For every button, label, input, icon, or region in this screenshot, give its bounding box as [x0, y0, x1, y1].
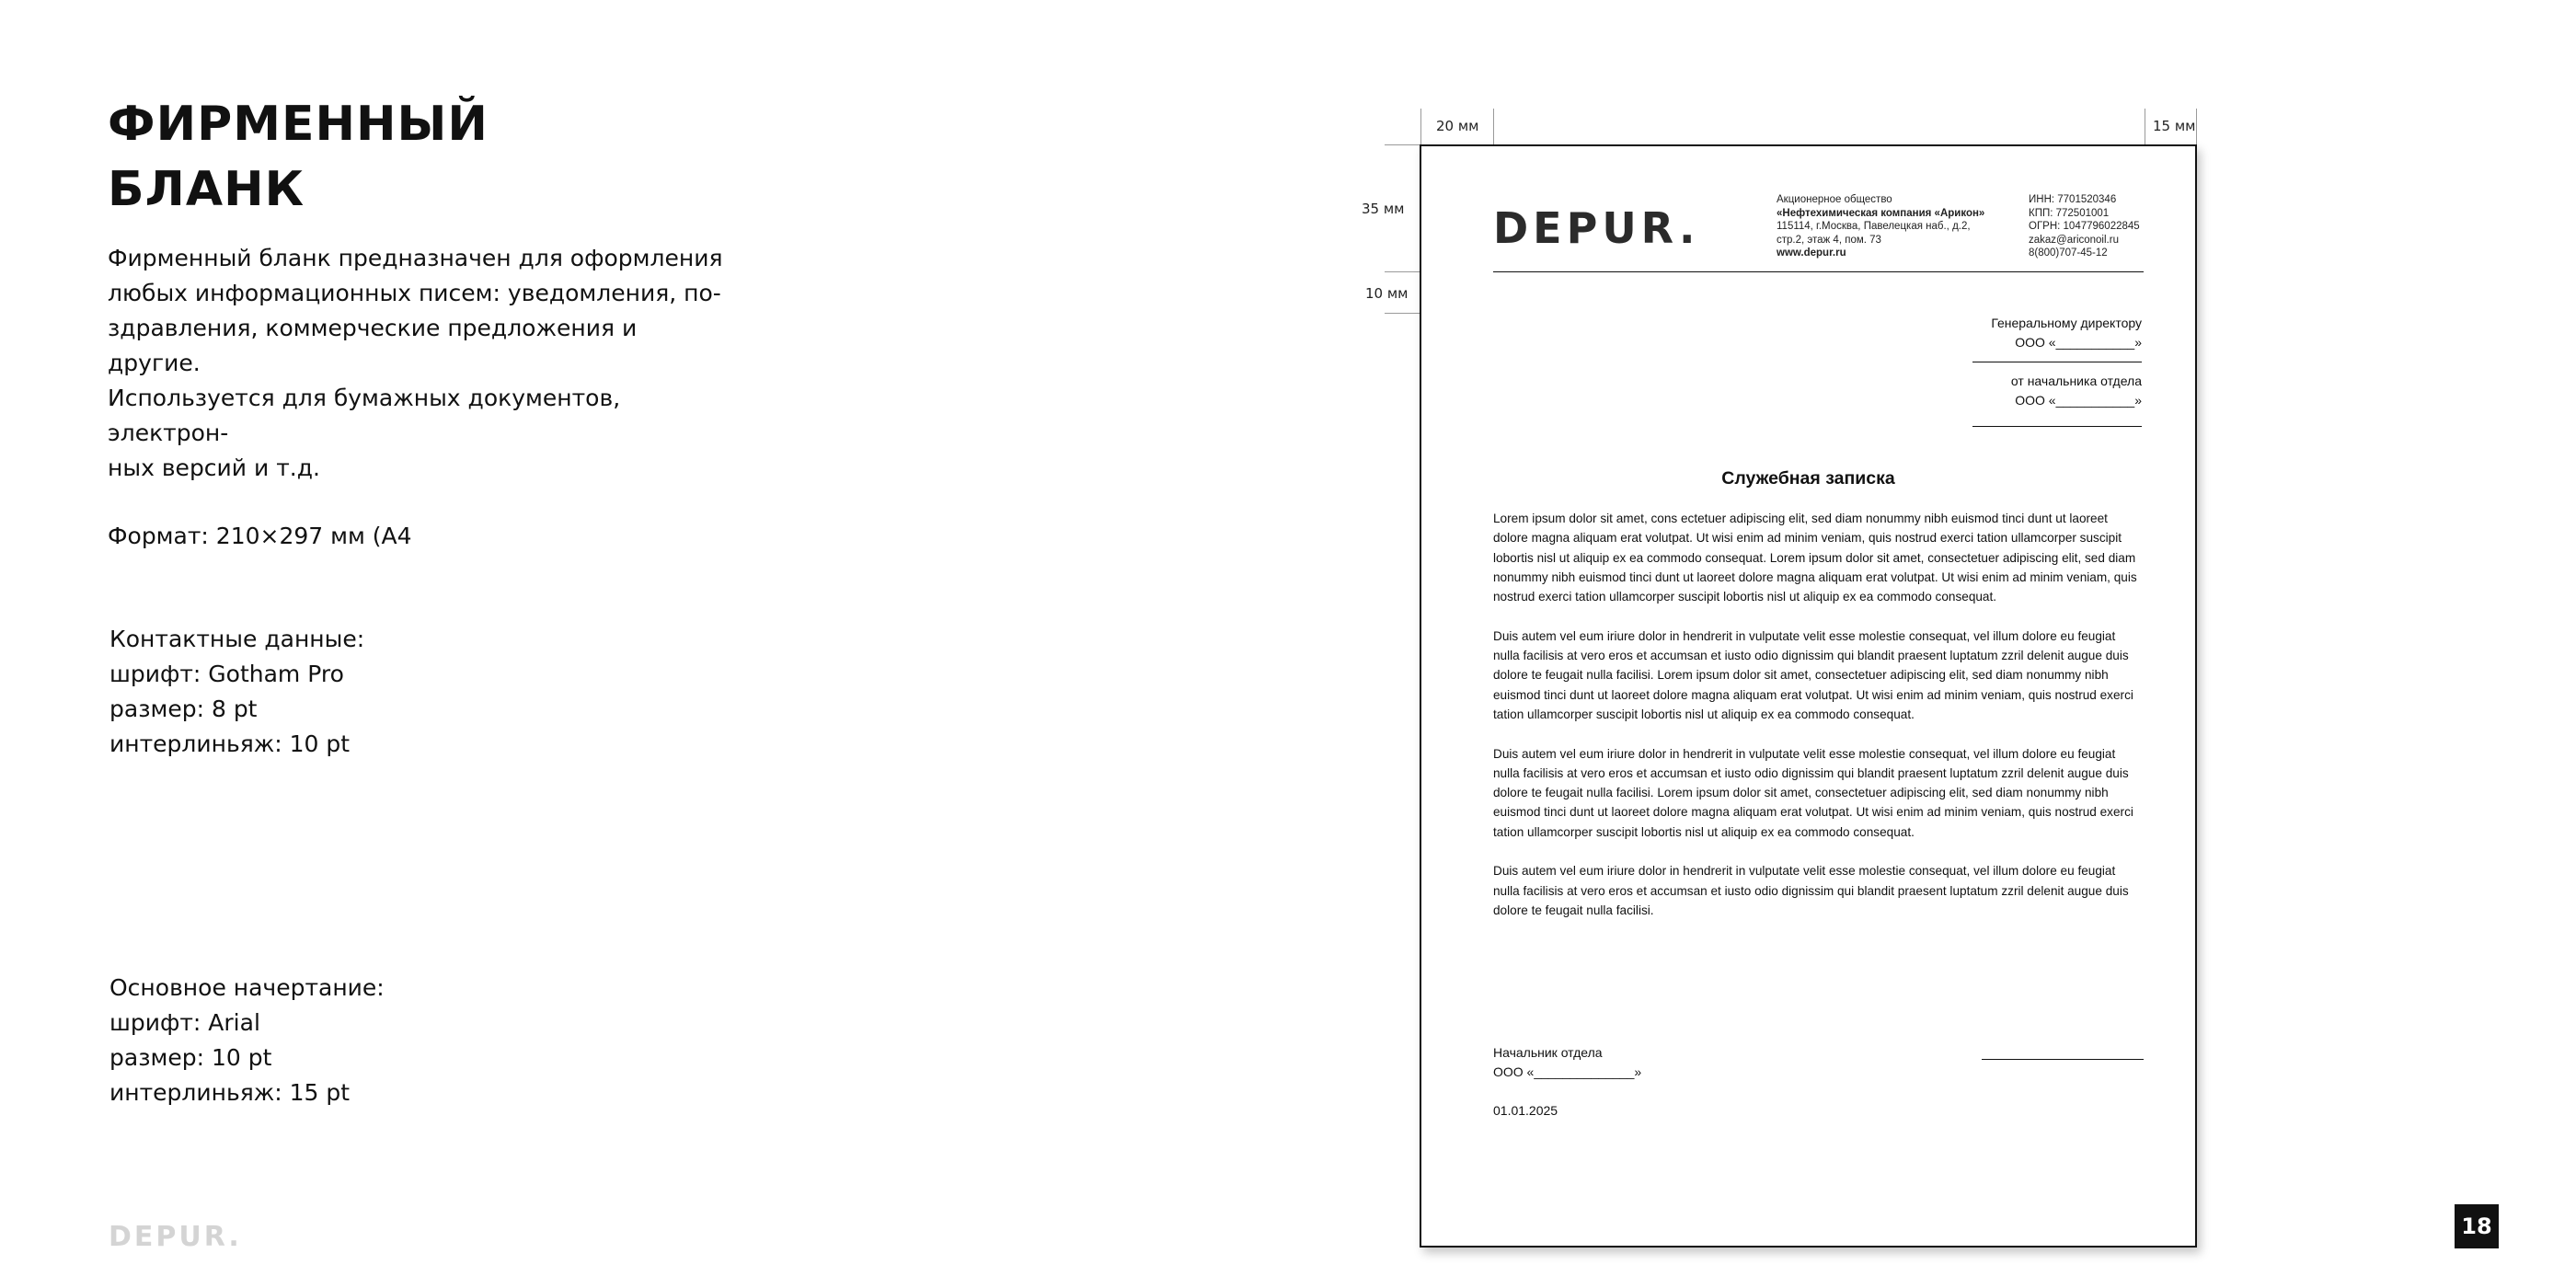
letterhead-sheet — [1420, 144, 2197, 1248]
company-name: «Нефтехимическая компания «Арикон» — [1777, 207, 1985, 219]
spec-heading: Контактные данные: — [109, 626, 365, 652]
brand-logo: DEPUR. — [1493, 203, 1700, 253]
intro-line: ных версий и т.д. — [108, 454, 320, 481]
requisite-kpp: КПП: 772501001 — [2029, 207, 2110, 219]
spec-size: размер: 8 pt — [109, 696, 258, 722]
spec-font: шрифт: Arial — [109, 1009, 260, 1036]
signature-block — [1493, 1043, 1641, 1082]
header-divider — [1493, 271, 2144, 272]
dim-guide-left-edge — [1420, 109, 1421, 145]
dim-guide-left-margin — [1493, 109, 1494, 145]
signature-org: ООО «______________» — [1493, 1064, 1642, 1079]
requisite-inn: ИНН: 7701520346 — [2029, 194, 2117, 205]
intro-line: любых информационных писем: уведомления, по- — [108, 280, 721, 306]
page-title — [108, 92, 489, 223]
dim-label-header-gap: 10 мм — [1365, 285, 1409, 302]
spec-leading: интерлиньяж: 10 pt — [109, 730, 351, 757]
memo-paragraph: Duis autem vel eum iriure dolor in hendrerit in vulputate velit esse molestie consequat, vel illum dolore eu feugiat nulla facilisis at vero eros et accumsan et iusto odio dignissim qui blandit praesent luptatum zzril delenit augue duis dolore te feugait nulla facilisi. — [1493, 864, 2129, 917]
intro-line: здравления, коммерческие предложения и другие. — [108, 315, 638, 376]
dim-label-right-margin: 15 мм — [2153, 118, 2196, 134]
dim-guide-header-bottom — [1385, 271, 1421, 272]
requisite-email: zakaz@ariconoil.ru — [2029, 234, 2119, 246]
addressee-role: Генеральному директору — [1991, 316, 2142, 330]
footer-logo: DEPUR. — [109, 1221, 242, 1253]
dim-label-top-margin: 35 мм — [1362, 201, 1405, 217]
page-title-line-1: ФИРМЕННЫЙ — [108, 97, 489, 152]
spec-font: шрифт: Gotham Pro — [109, 661, 344, 687]
sender-rule — [1972, 426, 2142, 427]
addressee-org: ООО «___________» — [2015, 335, 2142, 350]
sender-role: от начальника отдела — [2010, 374, 2142, 388]
dim-guide-content-top — [1385, 313, 1421, 314]
spec-main-typeface — [109, 971, 569, 1110]
spec-heading: Основное начертание: — [109, 974, 385, 1001]
company-website: www.depur.ru — [1777, 247, 1846, 259]
addressee-block — [1866, 314, 2142, 427]
spec-size: размер: 10 pt — [109, 1044, 272, 1071]
company-address: 115114, г.Москва, Павелецкая наб., д.2, — [1777, 221, 1971, 232]
dim-guide-right-edge — [2196, 109, 2197, 145]
page-title-line-2: БЛАНК — [108, 162, 305, 217]
memo-body — [1493, 509, 2144, 940]
memo-paragraph: Lorem ipsum dolor sit amet, cons ectetuer adipiscing elit, sed diam nonummy nibh euismod tinci dunt ut laoreet dolore magna aliquam erat volutpat. Ut wisi enim ad minim veniam, quis nostrud exerci tation ullamcorper suscipit lobortis nisl ut aliquip ex ea commodo consequat. Lorem ipsum dolor sit amet, consectetuer adipiscing elit, sed diam nonummy nibh euismod tinci dunt ut laoreet dolore magna aliquam erat volutpat. Ut wisi enim ad minim veniam, quis nostrud exerci tation ullamcorper suscipit lobortis nisl ut aliquip ex ea commodo consequat. — [1493, 512, 2137, 604]
dim-guide-top-edge — [1385, 144, 1421, 145]
spec-leading: интерлиньяж: 15 pt — [109, 1079, 351, 1106]
intro-description — [108, 241, 733, 554]
intro-line: Фирменный бланк предназначен для оформления — [108, 245, 723, 271]
company-details — [1777, 193, 2018, 260]
company-requisites — [2029, 193, 2176, 260]
intro-line: Используется для бумажных документов, электрон- — [108, 385, 621, 446]
memo-paragraph: Duis autem vel eum iriure dolor in hendrerit in vulputate velit esse molestie consequat, vel illum dolore eu feugiat nulla facilisis at vero eros et accumsan et iusto odio dignissim qui blandit praesent luptatum zzril delenit augue duis dolore te feugait nulla facilisi. Lorem ipsum dolor sit amet, consectetuer adipiscing elit, sed diam nonummy nibh euismod tinci dunt ut laoreet dolore magna aliquam erat volutpat. Ut wisi enim ad minim veniam, quis nostrud exerci tation ullamcorper suscipit lobortis nisl ut aliquip ex ea commodo consequat. — [1493, 746, 2133, 839]
sender-org: ООО «___________» — [2015, 393, 2142, 408]
memo-date: 01.01.2025 — [1493, 1103, 1558, 1118]
spec-contacts — [109, 622, 569, 762]
requisite-phone: 8(800)707-45-12 — [2029, 247, 2108, 259]
memo-paragraph: Duis autem vel eum iriure dolor in hendrerit in vulputate velit esse molestie consequat, vel illum dolore eu feugiat nulla facilisis at vero eros et accumsan et iusto odio dignissim qui blandit praesent luptatum zzril delenit augue duis dolore te feugait nulla facilisi. Lorem ipsum dolor sit amet, consectetuer adipiscing elit, sed diam nonummy nibh euismod tinci dunt ut laoreet dolore magna aliquam erat volutpat. Ut wisi enim ad minim veniam, quis nostrud exerci tation ullamcorper suscipit lobortis nisl ut aliquip ex ea commodo consequat. — [1493, 628, 2133, 721]
dim-label-left-margin: 20 мм — [1436, 118, 1479, 134]
signature-line — [1982, 1059, 2144, 1060]
company-line: Акционерное общество — [1777, 194, 1892, 205]
memo-title: Служебная записка — [1721, 468, 1895, 489]
company-address: стр.2, этаж 4, пом. 73 — [1777, 234, 1881, 246]
format-note: Формат: 210×297 мм (А4 — [108, 523, 412, 549]
signature-role: Начальник отдела — [1493, 1045, 1603, 1060]
page-number-badge: 18 — [2455, 1204, 2499, 1248]
requisite-ogrn: ОГРН: 1047796022845 — [2029, 221, 2140, 232]
